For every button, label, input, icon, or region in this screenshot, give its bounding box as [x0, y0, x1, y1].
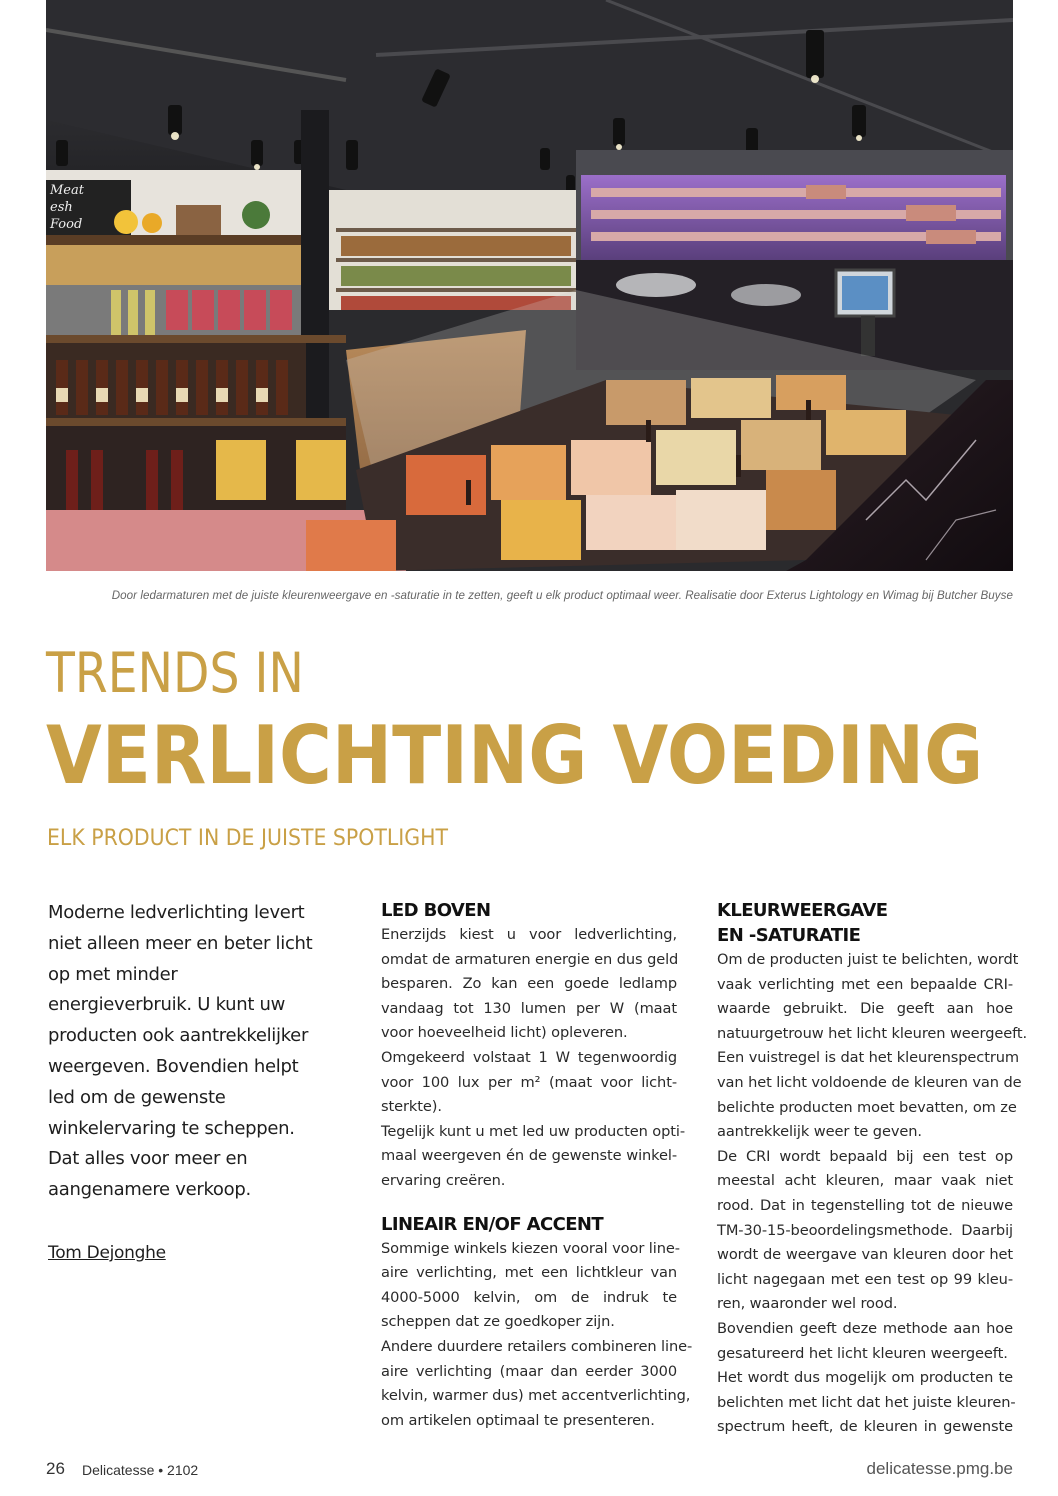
text-line: spectrum heeft, de kleuren in gewenste [717, 1418, 1013, 1436]
intro-line: weergeven. Bovendien helpt [48, 1055, 299, 1077]
page-number: 26 [46, 1459, 65, 1478]
text-line: voor 100 lux per m² (maat voor licht- [381, 1073, 677, 1091]
intro-text [48, 898, 313, 1206]
text-line: om artikelen optimaal te presenteren. [381, 1411, 655, 1429]
text-line: waarde gebruikt. Die geeft aan hoe [717, 1000, 1013, 1018]
text-line: aantrekkelijk weer te geven. [717, 1123, 922, 1141]
paragraph [381, 1046, 677, 1120]
text-line: van het licht voldoende de kleuren van de [717, 1073, 1022, 1091]
headline-kicker: TRENDS IN [46, 641, 304, 705]
text-line: vandaag tot 130 lumen per W (maat [381, 999, 677, 1017]
text-line: Om de producten juist te belichten, wordt [717, 951, 1019, 968]
text-line: Het wordt dus mogelijk om producten te [717, 1369, 1013, 1387]
text-line: Andere duurdere retailers combineren line- [381, 1337, 693, 1355]
text-line: Tegelijk kunt u met led uw producten opti- [381, 1122, 686, 1140]
intro-line: winkelervaring te scheppen. [48, 1117, 295, 1139]
intro-line: op met minder [48, 963, 178, 985]
text-line: Een vuistregel is dat het kleurenspectrum [717, 1049, 1019, 1067]
text-line: belichten met licht dat het juiste kleuren- [717, 1393, 1016, 1411]
intro-line: Dat alles voor meer en [48, 1148, 248, 1170]
section-heading: LINEAIR EN/OF ACCENT [381, 1213, 604, 1235]
text-line: Omgekeerd volstaat 1 W tegenwoordig [381, 1048, 677, 1066]
section-heading: EN -SATURATIE [717, 925, 861, 946]
text-line: voor hoeveelheid licht) opleveren. [381, 1024, 628, 1042]
text-line: rood. Dat in tegenstelling tot de nieuwe [717, 1196, 1013, 1214]
svg-text:Food: Food [50, 217, 83, 232]
text-line: besparen. Zo kan een goede ledlamp [381, 975, 677, 993]
paragraph [717, 1317, 1013, 1366]
intro-line: led om de gewenste [48, 1086, 226, 1108]
text-line: scheppen dat ze goedkoper zijn. [381, 1313, 615, 1331]
text-line: Enerzijds kiest u voor ledverlichting, [381, 926, 677, 943]
section-heading: LED BOVEN [381, 900, 491, 921]
section-heading: KLEURWEERGAVE [717, 900, 888, 921]
website-link[interactable]: delicatesse.pmg.be [866, 1459, 1013, 1478]
intro-line: Moderne ledverlichting levert [48, 902, 305, 923]
paragraph [381, 1335, 693, 1433]
text-line: vaak verlichting met een bepaalde CRI- [717, 975, 1013, 993]
subtitle: ELK PRODUCT IN DE JUISTE SPOTLIGHT [47, 826, 449, 851]
text-line: meestal acht kleuren, maar vaak niet [717, 1172, 1013, 1190]
intro-line: energieverbruik. U kunt uw [48, 994, 286, 1016]
text-line: aire verlichting, met een lichtkleur van [381, 1264, 677, 1282]
text-line: omdat de armaturen energie en dus geld [381, 950, 679, 968]
paragraph [717, 1366, 1016, 1440]
intro-line: producten ook aantrekkelijker [48, 1025, 309, 1047]
photo-caption: Door ledarmaturen met de juiste kleurenweergave en -saturatie in te zetten, geeft u elk product optimaal weer. Realisatie door Exterus Lightology en Wimag bij Butcher Buyse [111, 589, 1013, 602]
svg-text:Meat: Meat [50, 183, 84, 198]
magazine-issue: Delicatesse • 2102 [82, 1462, 199, 1478]
text-line: 4000-5000 kelvin, om de indruk te [381, 1288, 677, 1306]
text-line: sterkte). [381, 1098, 442, 1116]
paragraph [717, 1145, 1013, 1317]
text-line: natuurgetrouw het licht kleuren weergeeft. [717, 1024, 1028, 1042]
svg-text:esh: esh [50, 200, 73, 215]
article-column-3 [717, 898, 1028, 1440]
article-column-2 [381, 898, 693, 1433]
page-title: VERLICHTING VOEDING [46, 709, 984, 802]
paragraph [381, 1120, 686, 1194]
text-line: ren, waaronder wel rood. [717, 1295, 898, 1313]
paragraph [717, 948, 1028, 1145]
intro-line: niet alleen meer en beter licht [48, 932, 313, 954]
text-line: licht nagegaan met een test op 99 kleu- [717, 1270, 1013, 1288]
store-interior-illustration [46, 0, 1013, 571]
text-line: wordt de weergave van kleuren door het [717, 1246, 1013, 1264]
text-line: ervaring creëren. [381, 1171, 506, 1189]
hero-photo [46, 0, 1013, 571]
paragraph [381, 923, 677, 1046]
text-line: belichte producten moet bevatten, om ze [717, 1098, 1017, 1116]
text-line: kelvin, warmer dus) met accentverlichting, [381, 1387, 691, 1405]
paragraph [381, 1237, 680, 1335]
text-line: maal weergeven én de gewenste winkel- [381, 1147, 677, 1165]
text-line: De CRI wordt bepaald bij een test op [717, 1147, 1013, 1165]
author-link[interactable]: Tom Dejonghe [48, 1243, 166, 1263]
text-line: TM-30-15-beoordelingsmethode. Daarbij [717, 1221, 1013, 1239]
text-line: gesatureerd het licht kleuren weergeeft. [717, 1344, 1008, 1362]
text-line: Sommige winkels kiezen vooral voor line- [381, 1239, 680, 1257]
text-line: aire verlichting (maar dan eerder 3000 [381, 1362, 677, 1380]
intro-line: aangenamere verkoop. [48, 1179, 251, 1201]
text-line: Bovendien geeft deze methode aan hoe [717, 1319, 1013, 1337]
